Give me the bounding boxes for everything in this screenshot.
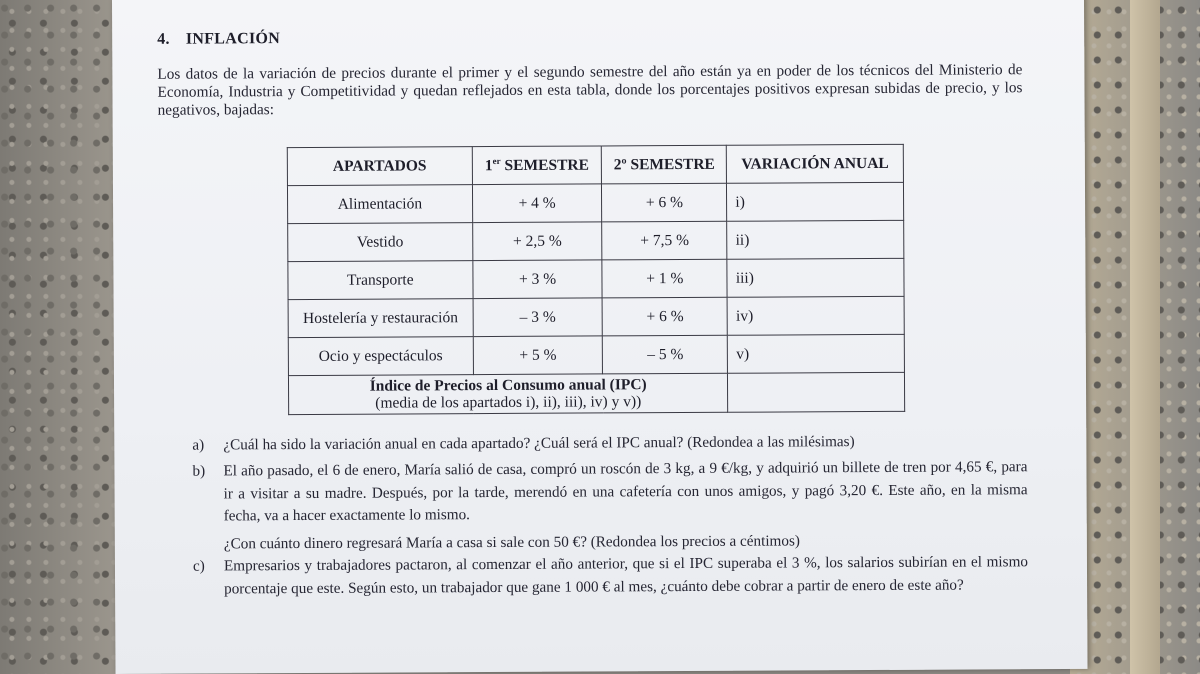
header-semestre-2: 2º SEMESTRE xyxy=(602,145,727,184)
question-b-label: b) xyxy=(192,462,206,480)
question-c xyxy=(193,551,1028,600)
row-semestre-1: + 3 % xyxy=(472,260,602,299)
row-semestre-1: + 2,5 % xyxy=(472,222,602,261)
table-header-row xyxy=(287,144,903,185)
table-row xyxy=(288,296,904,337)
question-c-label: c) xyxy=(192,557,205,575)
header-variacion-anual: VARIACIÓN ANUAL xyxy=(727,144,904,183)
row-semestre-2: + 6 % xyxy=(602,183,727,222)
row-semestre-1: + 5 % xyxy=(473,336,603,375)
header-semestre-1-sup: er xyxy=(492,155,501,166)
row-name: Ocio y espectáculos xyxy=(288,337,473,376)
header-semestre-1-text: SEMESTRE xyxy=(500,156,589,175)
question-a xyxy=(192,430,1027,457)
row-semestre-1: – 3 % xyxy=(473,298,603,337)
section-number: 4. xyxy=(157,30,170,48)
row-answer: v) xyxy=(728,334,905,373)
table-ipc-row xyxy=(288,372,904,414)
row-answer: iii) xyxy=(727,258,904,297)
question-b xyxy=(192,456,1027,555)
ipc-label xyxy=(288,373,728,414)
table-row xyxy=(288,220,904,261)
row-answer: iv) xyxy=(727,296,904,335)
ipc-label-title: Índice de Precios al Consumo anual (IPC) xyxy=(369,376,647,395)
row-name: Alimentación xyxy=(287,185,472,224)
section-title: INFLACIÓN xyxy=(185,30,281,48)
background-tile-band xyxy=(1130,0,1160,674)
row-semestre-2: + 1 % xyxy=(602,259,727,298)
question-b-text: El año pasado, el 6 de enero, María salió de casa, compró un roscón de 3 kg, a 9 €/kg, y adquirió un billete de tren por 4,65 €, para ir a visitar a su madre. Después, por la tarde, merendó en una cafetería con unos amigos, y pagó 3,20 €. Este año, en la misma fecha, va a hacer exactamente lo mismo. xyxy=(223,458,1028,525)
paper-sheet xyxy=(112,0,1088,674)
row-answer: ii) xyxy=(727,220,904,259)
section-heading xyxy=(157,30,280,49)
background-floor-left xyxy=(0,0,120,674)
table-row xyxy=(288,258,904,299)
ipc-label-subtitle: (media de los apartados i), ii), iii), iv) y v)) xyxy=(375,393,642,412)
intro-paragraph: Los datos de la variación de precios durante el primer y el segundo semestre del año están ya en poder de los técnicos del Ministerio de Economía, Industria y Competitividad y quedan reflejados en esta tabla, donde los porcentajes positivos expresan subidas de precio, y los negativos, bajadas: xyxy=(157,61,1023,119)
question-c-text: Empresarios y trabajadores pactaron, al comenzar el año anterior, que si el IPC superaba el 3 %, los salarios subirían en el mismo porcentaje que este. Según esto, un trabajador que gane 1 000 € al mes, ¿cuánto debe cobrar a partir de enero de este año? xyxy=(223,553,1028,597)
table-row xyxy=(288,334,904,375)
row-semestre-2: + 6 % xyxy=(603,297,728,336)
header-apartados: APARTADOS xyxy=(287,147,472,186)
ipc-answer-cell xyxy=(728,372,905,412)
row-answer: i) xyxy=(727,182,904,221)
question-a-label: a) xyxy=(192,436,205,454)
row-name: Transporte xyxy=(288,261,473,300)
price-variation-table xyxy=(287,144,905,415)
row-semestre-1: + 4 % xyxy=(472,184,602,223)
row-semestre-2: – 5 % xyxy=(603,335,728,374)
question-b-text-2: ¿Con cuánto dinero regresará María a casa si sale con 50 €? (Redondea los precios a céntimos) xyxy=(223,531,800,552)
row-name: Vestido xyxy=(288,223,473,262)
question-a-text: ¿Cuál ha sido la variación anual en cada apartado? ¿Cuál será el IPC anual? (Redondea a las milésimas) xyxy=(223,433,855,454)
row-name: Hostelería y restauración xyxy=(288,299,473,338)
table-row xyxy=(287,182,903,223)
header-semestre-1 xyxy=(472,146,602,185)
header-semestre-1-number: 1 xyxy=(484,157,493,175)
row-semestre-2: + 7,5 % xyxy=(602,221,727,260)
